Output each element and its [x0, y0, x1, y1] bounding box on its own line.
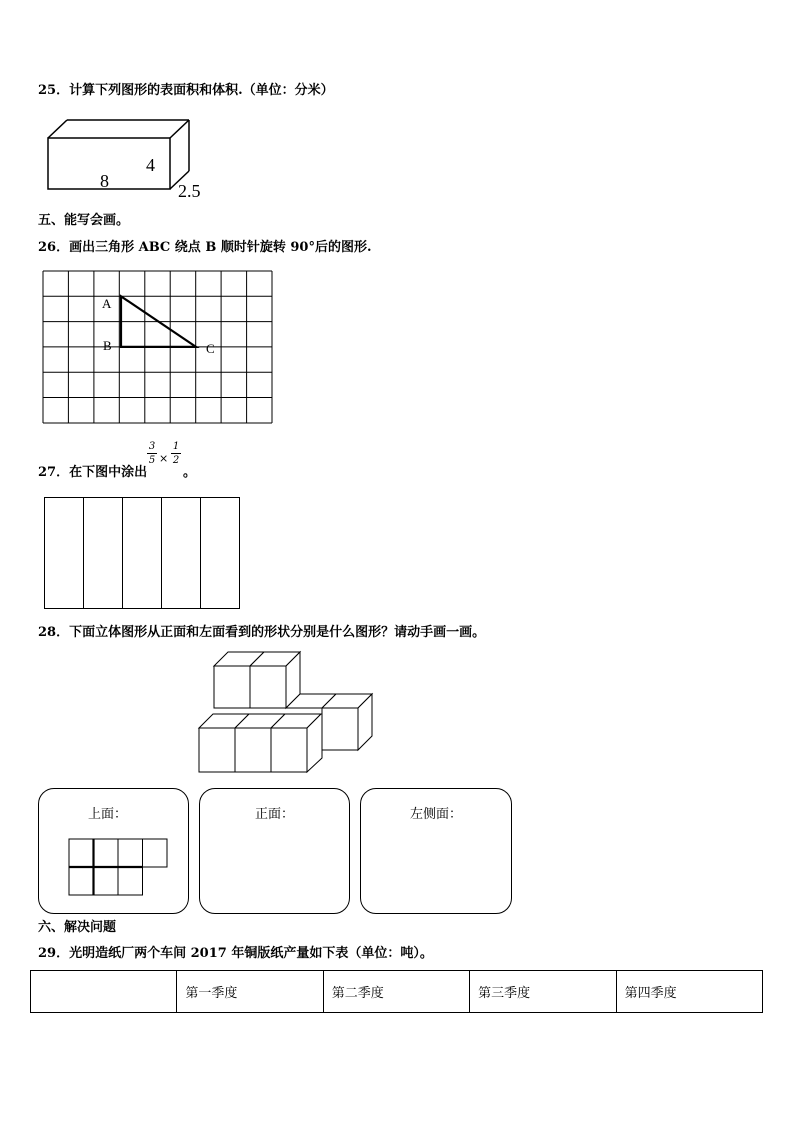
cuboid-length-label: 8 [100, 171, 109, 191]
q29-text: 29．光明造纸厂两个车间 2017 年铜版纸产量如下表（单位：吨）。 [38, 946, 433, 961]
table-header-cell: 第三季度 [470, 971, 616, 1013]
section6-heading: 六、解决问题 [38, 920, 117, 935]
cuboid-height-label: 4 [146, 155, 155, 175]
fraction-1-2: 1 2 [172, 441, 180, 466]
cuboid-figure [40, 115, 220, 205]
table-header-row [31, 971, 763, 1013]
q28-text: 28．下面立体图形从正面和左面看到的形状分别是什么图形？请动手画一画。 [38, 625, 486, 640]
fraction-3-5: 3 5 [148, 441, 156, 466]
cube-stack-figure [196, 650, 378, 776]
production-table [30, 970, 763, 1013]
q27-text: 27．在下图中涂出 [38, 465, 148, 480]
top-view-grid [68, 838, 170, 896]
q26-text: 26．画出三角形 ABC 绕点 B 顺时针旋转 90°后的图形. [38, 240, 372, 255]
left-view-label: 左侧面： [409, 807, 462, 822]
vertex-b-label: B [103, 338, 112, 353]
section5-heading: 五、能写会画。 [38, 213, 130, 228]
vertex-a-label: A [102, 296, 112, 311]
left-view-box [360, 788, 512, 914]
top-view-box [38, 788, 189, 914]
cuboid-width-label: 2.5 [178, 181, 201, 201]
table-header-cell: 第四季度 [616, 971, 762, 1013]
table-header-cell: 第一季度 [177, 971, 323, 1013]
vertex-c-label: C [206, 341, 215, 356]
shading-rectangle [44, 497, 241, 610]
front-view-label: 正面： [254, 807, 294, 822]
top-view-label: 上面： [87, 807, 127, 822]
times-sign: × [159, 452, 169, 465]
q27-period: 。 [183, 465, 197, 480]
front-view-box [199, 788, 350, 914]
q25-text: 25．计算下列图形的表面积和体积.（单位：分米） [38, 83, 334, 98]
table-header-cell: 第二季度 [323, 971, 469, 1013]
rotation-grid [42, 270, 274, 426]
table-header-cell [31, 971, 177, 1013]
